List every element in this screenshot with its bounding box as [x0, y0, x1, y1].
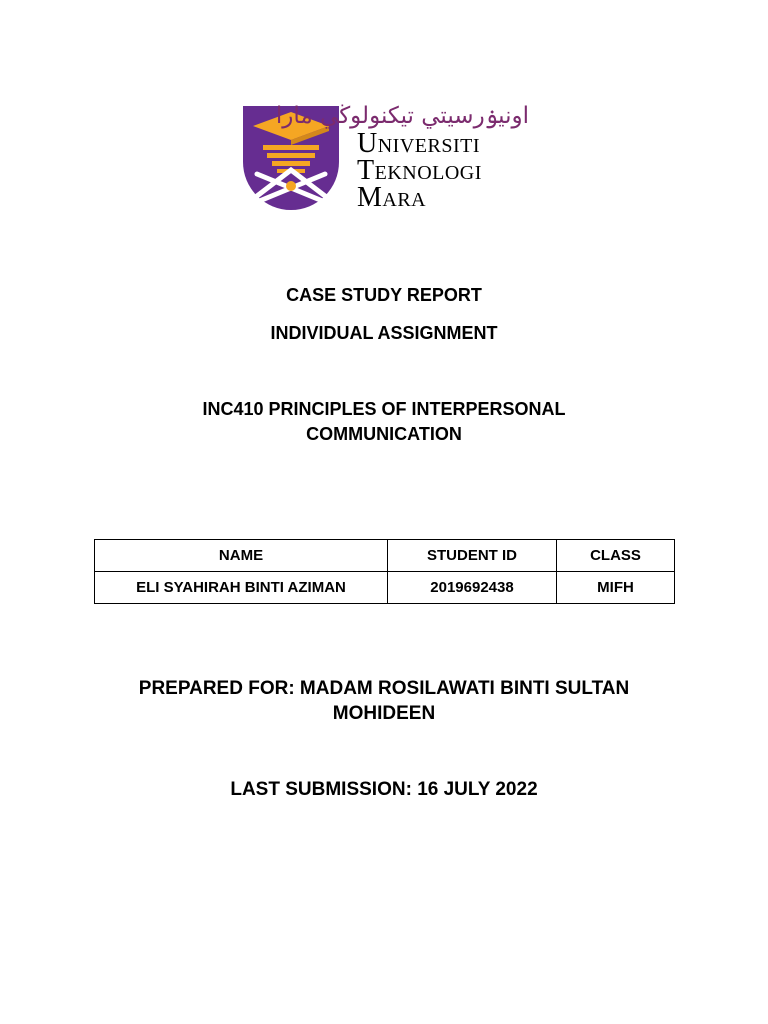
cell-student-name: ELI SYAHIRAH BINTI AZIMAN	[95, 572, 388, 604]
report-subtitle: INDIVIDUAL ASSIGNMENT	[270, 323, 498, 343]
last-submission: LAST SUBMISSION: 16 JULY 2022	[230, 779, 538, 800]
header-class: CLASS	[557, 540, 675, 572]
header-name: NAME	[95, 540, 388, 572]
uitm-name-text	[357, 130, 482, 211]
report-title: CASE STUDY REPORT	[286, 285, 482, 305]
uitm-jawi-script: اونيۏرسيتي تيكنولوڬي مارا	[275, 103, 529, 129]
course-title-line-1: INC410 PRINCIPLES OF INTERPERSONAL	[202, 399, 566, 419]
table-header-row	[95, 540, 675, 572]
prepared-for-line-2: MOHIDEEN	[332, 703, 436, 724]
header-student-id: STUDENT ID	[388, 540, 557, 572]
uitm-name-line-1: Universiti	[357, 128, 480, 159]
course-title-line-2: COMMUNICATION	[306, 424, 462, 444]
table-row	[95, 572, 675, 604]
cell-class: MIFH	[557, 572, 675, 604]
prepared-for-line-1: PREPARED FOR: MADAM ROSILAWATI BINTI SULTAN	[138, 678, 630, 699]
cell-student-id: 2019692438	[388, 572, 557, 604]
uitm-name-line-3: Mara	[357, 182, 427, 213]
uitm-logo	[241, 98, 531, 216]
student-info-table	[94, 539, 675, 604]
uitm-name-line-2: Teknologi	[357, 155, 482, 186]
